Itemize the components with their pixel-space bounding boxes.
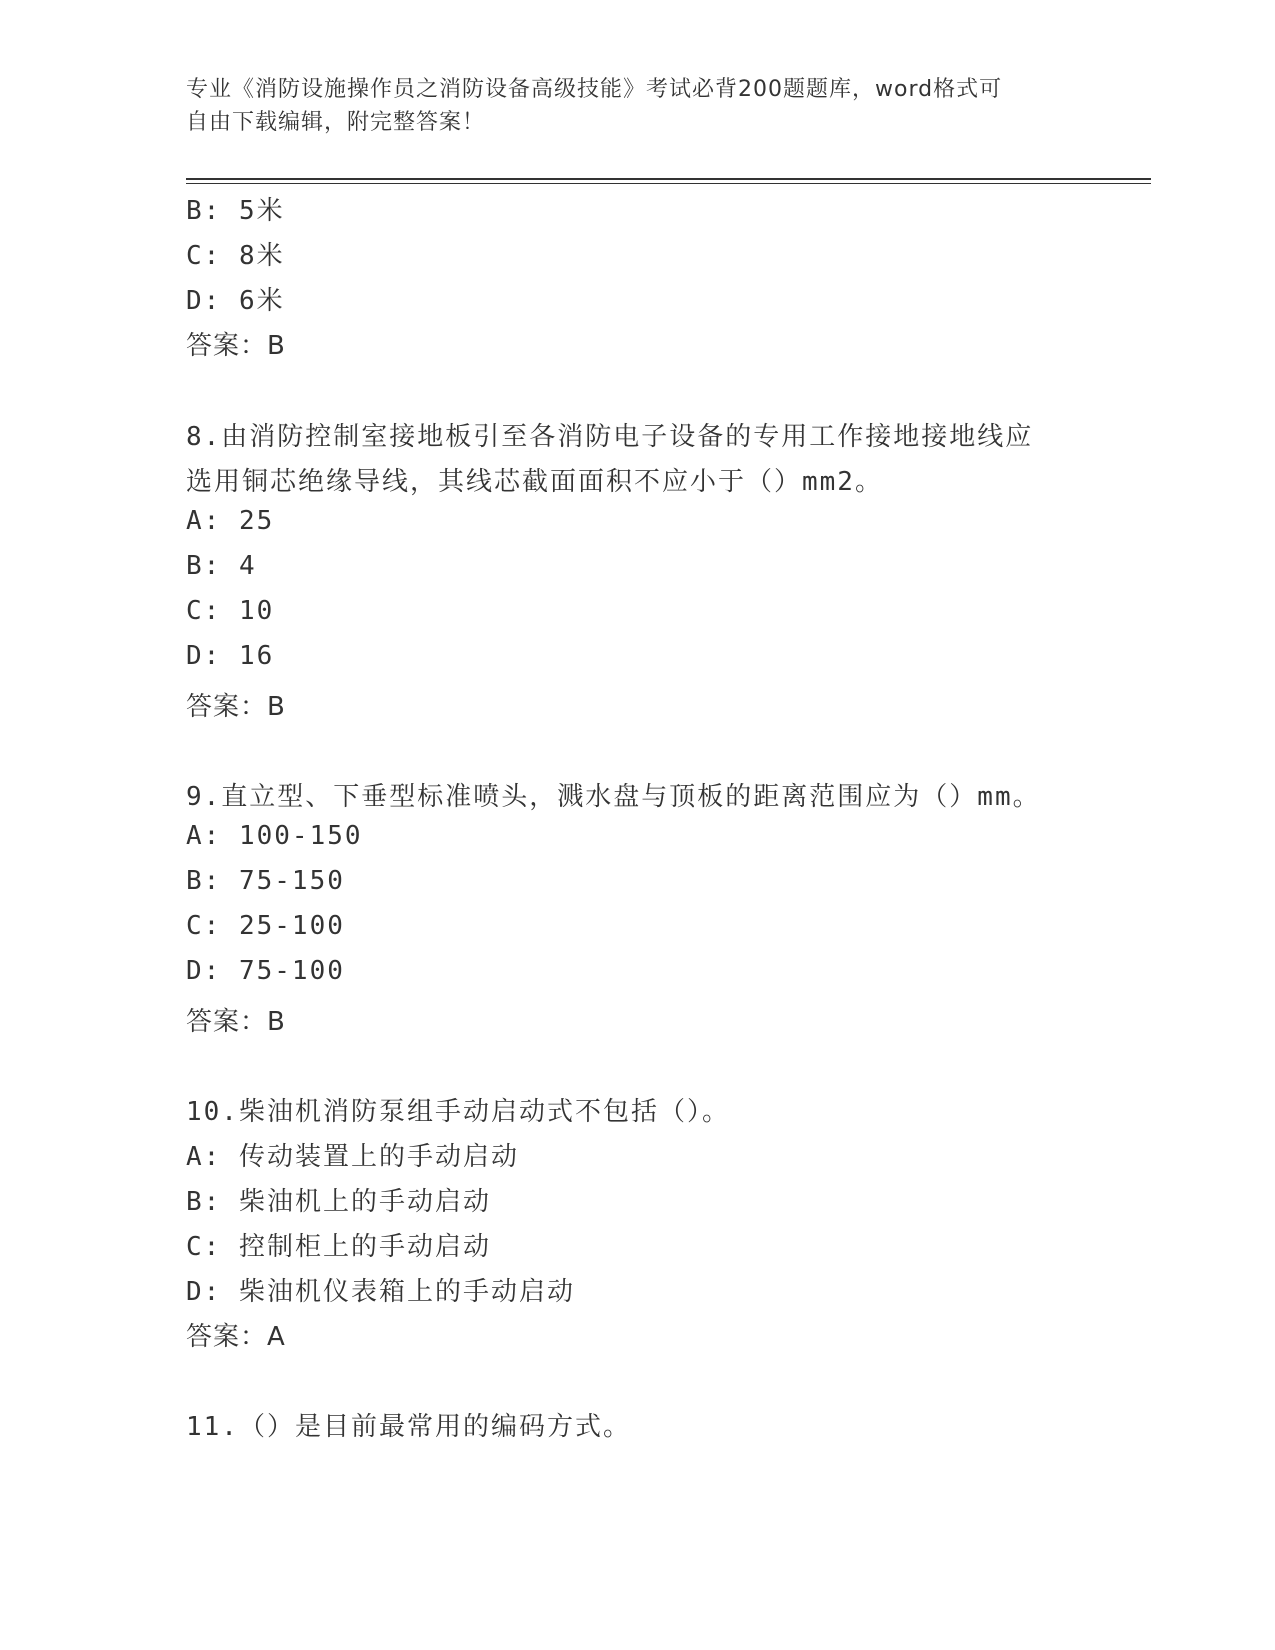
- q8-option-b: B: 4: [186, 551, 257, 581]
- q7-option-c: C: 8米: [186, 241, 285, 271]
- q9-option-c: C: 25-100: [186, 911, 345, 941]
- document-header: [186, 73, 1066, 139]
- q9-option-a: A: 100-150: [186, 821, 363, 851]
- q11-stem: 11.（）是目前最常用的编码方式。: [186, 1412, 631, 1442]
- q8-option-a: A: 25: [186, 506, 275, 536]
- q7-option-d: D: 6米: [186, 286, 285, 316]
- q10-answer: 答案：A: [186, 1322, 286, 1352]
- q10-option-a: A: 传动装置上的手动启动: [186, 1142, 519, 1172]
- q9-option-b: B: 75-150: [186, 866, 345, 896]
- q10-stem: 10.柴油机消防泵组手动启动式不包括（）。: [186, 1097, 730, 1127]
- header-line-2: 自由下载编辑，附完整答案！: [186, 110, 486, 135]
- q9-option-d: D: 75-100: [186, 956, 345, 986]
- q8-answer: 答案：B: [186, 692, 286, 722]
- q7-option-b: B: 5米: [186, 196, 285, 226]
- q9-stem: 9.直立型、下垂型标准喷头，溅水盘与顶板的距离范围应为（）mm。: [186, 782, 1041, 812]
- q8-stem-line-1: 8.由消防控制室接地板引至各消防电子设备的专用工作接地接地线应: [186, 422, 1034, 452]
- q10-option-d: D: 柴油机仪表箱上的手动启动: [186, 1277, 575, 1307]
- q8-stem-line-2: 选用铜芯绝缘导线，其线芯截面面积不应小于（）mm2。: [186, 467, 883, 497]
- q8-option-d: D: 16: [186, 641, 275, 671]
- q7-answer: 答案：B: [186, 331, 286, 361]
- header-line-1: 专业《消防设施操作员之消防设备高级技能》考试必背200题题库，word格式可: [186, 77, 1003, 102]
- header-rule-thick: [186, 178, 1151, 180]
- q10-option-c: C: 控制柜上的手动启动: [186, 1232, 491, 1262]
- header-rule-thin: [186, 183, 1151, 184]
- q9-answer: 答案：B: [186, 1007, 286, 1037]
- q10-option-b: B: 柴油机上的手动启动: [186, 1187, 491, 1217]
- q8-option-c: C: 10: [186, 596, 275, 626]
